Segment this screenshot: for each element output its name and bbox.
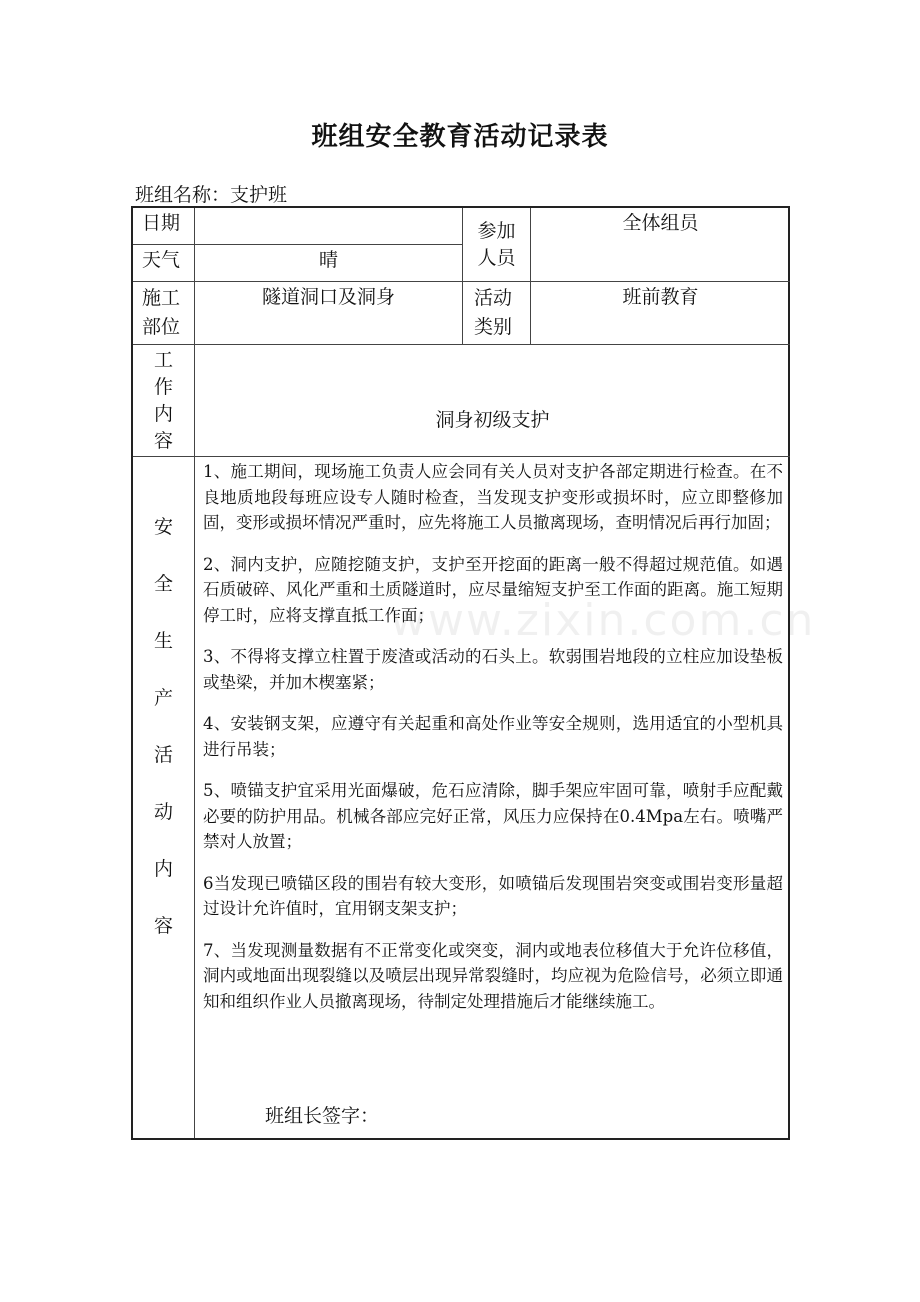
weather-value: 晴 bbox=[195, 245, 463, 282]
safety-label-char-3: 生 bbox=[153, 630, 173, 652]
record-table bbox=[131, 206, 790, 1140]
safety-label-char-5: 活 bbox=[153, 744, 173, 766]
participants-value: 全体组员 bbox=[531, 208, 790, 282]
activity-type-label-text: 活动类别 bbox=[474, 287, 513, 338]
safety-label-char-4: 产 bbox=[153, 687, 173, 709]
activity-type-value: 班前教育 bbox=[531, 282, 790, 345]
safety-label-char-2: 全 bbox=[153, 573, 173, 595]
safety-item: 1、施工期间，现场施工负责人应会同有关人员对支护各部定期进行检查。在不良地质地段每班应设专人随时检查，当发现支护变形或损坏时，应立即整修加固，变形或损坏情况严重时，应先将施工人员撤离现场，查明情况后再行加固； bbox=[203, 462, 783, 532]
safety-item: 6当发现已喷锚区段的围岩有较大变形，如喷锚后发现围岩突变或围岩变形量超过设计允许值时，宜用钢支架支护； bbox=[203, 873, 783, 918]
safety-label-char-1: 安 bbox=[153, 516, 173, 538]
participants-label-text: 参加人员 bbox=[477, 220, 516, 269]
weather-label: 天气 bbox=[133, 245, 195, 282]
page-title: 班组安全教育活动记录表 bbox=[311, 122, 609, 152]
team-name: 班组名称：支护班 bbox=[135, 184, 288, 206]
work-content-value: 洞身初级支护 bbox=[195, 345, 790, 457]
safety-label-char-7: 内 bbox=[153, 858, 173, 880]
safety-label-char-8: 容 bbox=[153, 915, 173, 937]
activity-type-label bbox=[463, 282, 531, 345]
safety-item: 4、安装钢支架，应遵守有关起重和高处作业等安全规则，选用适宜的小型机具进行吊装； bbox=[203, 714, 783, 759]
site-value: 隧道洞口及洞身 bbox=[195, 282, 463, 345]
team-leader-signature-label: 班组长签字： bbox=[265, 1105, 380, 1127]
site-label-text: 施工部位 bbox=[142, 287, 181, 338]
safety-content-label bbox=[133, 457, 195, 1138]
safety-item: 3、不得将支撑立柱置于废渣或活动的石头上。软弱围岩地段的立柱应加设垫板或垫梁，并加木楔塞紧； bbox=[203, 647, 783, 692]
safety-label-char-6: 动 bbox=[153, 801, 173, 823]
work-content-label-text: 工作内容 bbox=[153, 349, 173, 452]
safety-item: 7、当发现测量数据有不正常变化或突变，洞内或地表位移值大于允许位移值，洞内或地面出现裂缝以及喷层出现异常裂缝时，均应视为危险信号，必须立即通知和组织作业人员撤离现场，待制定处理措施后才能继续施工。 bbox=[203, 940, 783, 1011]
participants-label bbox=[463, 208, 531, 282]
safety-item: 2、洞内支护，应随挖随支护，支护至开挖面的距离一般不得超过规范值。如遇石质破碎、风化严重和土质隧道时，应尽量缩短支护至工作面的距离。施工短期停工时，应将支撑直抵工作面； bbox=[203, 554, 783, 625]
safety-item: 5、喷锚支护宜采用光面爆破，危石应清除，脚手架应牢固可靠，喷射手应配戴必要的防护用品。机械各部应完好正常，风压力应保持在0.4Mpa左右。喷嘴严禁对人放置； bbox=[203, 781, 783, 851]
date-label: 日期 bbox=[133, 208, 195, 245]
safety-content-body bbox=[195, 457, 790, 1138]
site-label bbox=[133, 282, 195, 345]
work-content-label bbox=[133, 345, 195, 457]
watermark: www.zixin.com.cn bbox=[390, 595, 816, 646]
date-value bbox=[195, 208, 463, 245]
